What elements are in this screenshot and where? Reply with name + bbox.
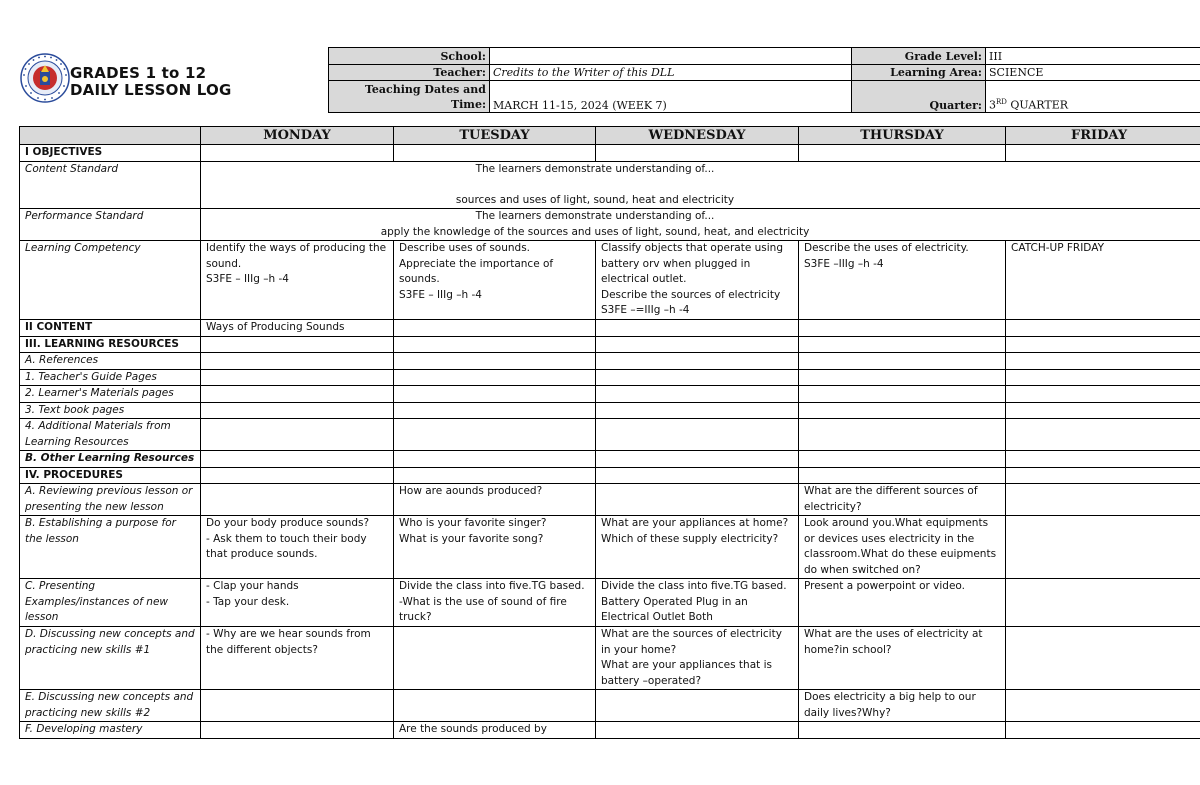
deped-seal-icon	[20, 53, 70, 103]
reviewing-tuesday: How are aounds produced?	[394, 484, 596, 516]
competency-monday: Identify the ways of producing the sound. S3FE – IIIg –h -4	[201, 241, 394, 320]
competency-wednesday: Classify objects that operate using battery orv when plugged in electrical outlet. Describe the sources of electricity S3FE –=IIIg –h -4	[596, 241, 799, 320]
row-label-textbook: 3. Text book pages	[20, 402, 201, 419]
table-row	[20, 161, 1200, 209]
day-header-row	[20, 127, 1200, 145]
day-thursday: THURSDAY	[799, 127, 1006, 145]
row-label-teachers-guide: 1. Teacher's Guide Pages	[20, 369, 201, 386]
establishing-tuesday: Who is your favorite singer? What is your favorite song?	[394, 516, 596, 579]
discussing1-wednesday: What are the sources of electricity in your home? What are your appliances that is battery –operated?	[596, 627, 799, 690]
title-grades: GRADES 1 to 12	[70, 64, 207, 82]
day-monday: MONDAY	[201, 127, 394, 145]
competency-tuesday: Describe uses of sounds. Appreciate the importance of sounds. S3FE – IIIg –h -4	[394, 241, 596, 320]
row-label-content: II CONTENT	[20, 320, 201, 337]
row-label-developing-mastery: F. Developing mastery	[20, 722, 201, 739]
teaching-dates-value: MARCH 11-15, 2024 (WEEK 7)	[490, 81, 852, 113]
school-value	[490, 48, 852, 65]
performance-standard-text: The learners demonstrate understanding of... apply the knowledge of the sources and uses of light, sound, heat, and electricity	[201, 209, 1200, 241]
table-row	[20, 145, 1200, 162]
presenting-tuesday: Divide the class into five.TG based. -What is the use of sound of fire truck?	[394, 579, 596, 627]
row-label-learning-resources: III. LEARNING RESOURCES	[20, 336, 201, 353]
table-row	[20, 419, 1200, 451]
lesson-log-table	[19, 126, 1200, 739]
day-friday: FRIDAY	[1006, 127, 1200, 145]
teaching-dates-label: Teaching Dates and Time:	[329, 81, 490, 113]
teacher-value: Credits to the Writer of this DLL	[490, 65, 852, 81]
row-label-establishing: B. Establishing a purpose for the lesson	[20, 516, 201, 579]
grade-level-value: III	[986, 48, 1200, 65]
day-tuesday: TUESDAY	[394, 127, 596, 145]
learning-area-label: Learning Area:	[852, 65, 986, 81]
discussing1-thursday: What are the uses of electricity at home?in school?	[799, 627, 1006, 690]
table-row	[20, 516, 1200, 579]
corner-cell	[20, 127, 201, 145]
row-label-performance-standard: Performance Standard	[20, 209, 201, 241]
competency-thursday: Describe the uses of electricity. S3FE –IIIg –h -4	[799, 241, 1006, 320]
table-row	[20, 386, 1200, 403]
row-label-content-standard: Content Standard	[20, 161, 201, 209]
title-daily-lesson-log: DAILY LESSON LOG	[70, 81, 232, 99]
table-row	[20, 484, 1200, 516]
table-row	[20, 320, 1200, 337]
grade-level-label: Grade Level:	[852, 48, 986, 65]
presenting-wednesday: Divide the class into five.TG based. Battery Operated Plug in an Electrical Outlet Both	[596, 579, 799, 627]
row-label-other-resources: B. Other Learning Resources	[20, 451, 201, 468]
quarter-value: 3RD QUARTER	[986, 81, 1200, 113]
quarter-label: Quarter:	[852, 81, 986, 113]
table-row	[20, 369, 1200, 386]
info-table	[328, 47, 1200, 113]
table-row	[20, 336, 1200, 353]
table-row	[20, 627, 1200, 690]
row-label-learners-materials: 2. Learner's Materials pages	[20, 386, 201, 403]
row-label-discussing-2: E. Discussing new concepts and practicing new skills #2	[20, 690, 201, 722]
competency-friday: CATCH-UP FRIDAY	[1006, 241, 1200, 320]
row-label-discussing-1: D. Discussing new concepts and practicing new skills #1	[20, 627, 201, 690]
establishing-monday: Do your body produce sounds? - Ask them to touch their body that produce sounds.	[201, 516, 394, 579]
table-row	[20, 579, 1200, 627]
reviewing-thursday: What are the different sources of electricity?	[799, 484, 1006, 516]
table-row	[20, 690, 1200, 722]
presenting-thursday: Present a powerpoint or video.	[799, 579, 1006, 627]
row-label-references: A. References	[20, 353, 201, 370]
row-label-learning-competency: Learning Competency	[20, 241, 201, 320]
teacher-label: Teacher:	[329, 65, 490, 81]
table-row	[20, 209, 1200, 241]
row-label-procedures: IV. PROCEDURES	[20, 467, 201, 484]
establishing-wednesday: What are your appliances at home? Which of these supply electricity?	[596, 516, 799, 579]
table-row	[20, 402, 1200, 419]
row-label-reviewing: A. Reviewing previous lesson or presenting the new lesson	[20, 484, 201, 516]
row-label-presenting: C. Presenting Examples/instances of new lesson	[20, 579, 201, 627]
school-label: School:	[329, 48, 490, 65]
content-monday: Ways of Producing Sounds	[201, 320, 394, 337]
row-label-additional-materials: 4. Additional Materials from Learning Resources	[20, 419, 201, 451]
table-row	[20, 467, 1200, 484]
discussing2-thursday: Does electricity a big help to our daily lives?Why?	[799, 690, 1006, 722]
day-wednesday: WEDNESDAY	[596, 127, 799, 145]
mastery-tuesday: Are the sounds produced by	[394, 722, 596, 739]
table-row	[20, 722, 1200, 739]
table-row	[20, 241, 1200, 320]
table-row	[20, 451, 1200, 468]
discussing1-monday: - Why are we hear sounds from the different objects?	[201, 627, 394, 690]
row-label-objectives: I OBJECTIVES	[20, 145, 201, 162]
content-standard-text: The learners demonstrate understanding of... sources and uses of light, sound, heat and electricity	[201, 161, 1200, 209]
presenting-monday: - Clap your hands - Tap your desk.	[201, 579, 394, 627]
establishing-thursday: Look around you.What equipments or devices uses electricity in the classroom.What do these euipments do when switched on?	[799, 516, 1006, 579]
learning-area-value: SCIENCE	[986, 65, 1200, 81]
table-row	[20, 353, 1200, 370]
